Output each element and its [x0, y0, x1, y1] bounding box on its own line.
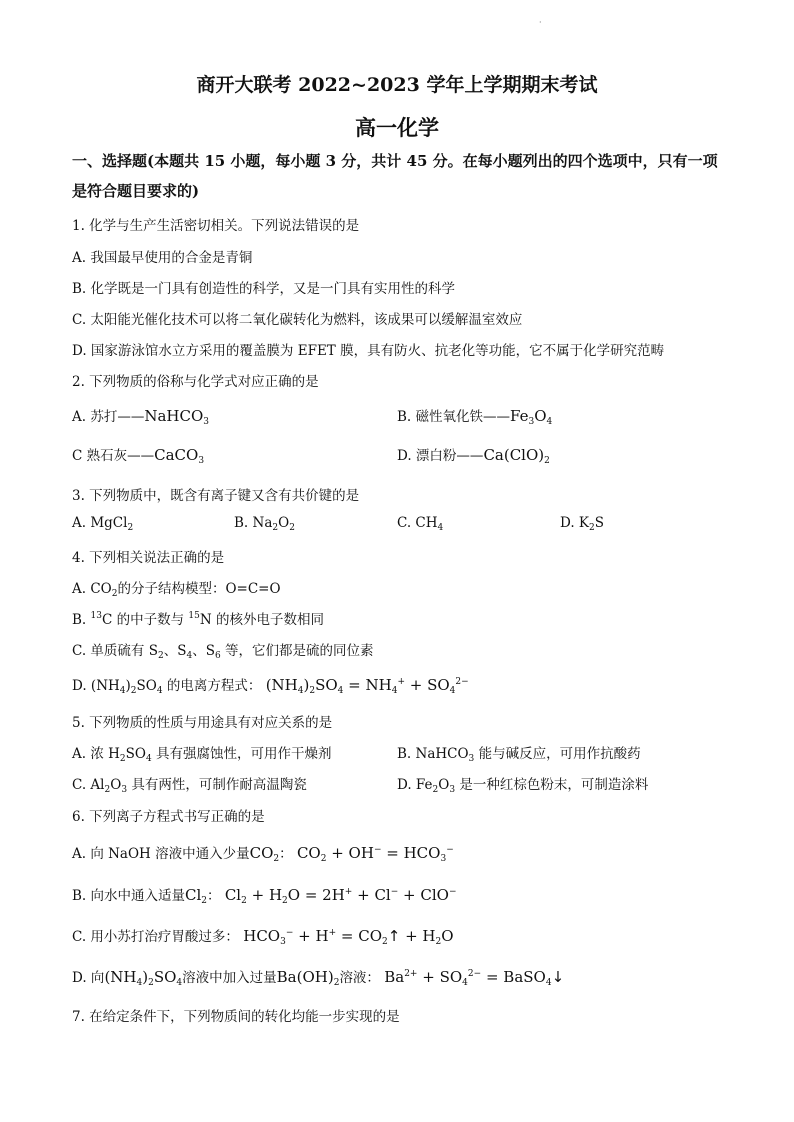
q4-stem: 4. 下列相关说法正确的是: [72, 550, 225, 566]
q6-stem: 6. 下列离子方程式书写正确的是: [72, 809, 265, 825]
q3-option-b: B. $Na_2O_2$: [234, 515, 295, 533]
q1-option-b: B. 化学既是一门具有创造性的科学，又是一门具有实用性的科学: [72, 281, 456, 297]
q3-option-c: C. $CH_4$: [397, 515, 444, 533]
q7-stem: 7. 在给定条件下，下列物质间的转化均能一步实现的是: [72, 1009, 400, 1025]
q5-option-c: C. $Al_2O_3$ 具有两性，可制作耐高温陶瓷: [72, 777, 307, 795]
q2-option-d: D. 漂白粉$——Ca(ClO)_2$: [397, 446, 550, 466]
scan-dot: ·: [539, 18, 542, 27]
q5-option-a: A. 浓 $H_2SO_4$ 具有强腐蚀性，可用作干燥剂: [72, 746, 332, 764]
q6-option-c: C. 用小苏打治疗胃酸过多： $HCO_3^- + H^+$ = $CO_2↑ + H_2O$: [72, 927, 454, 947]
section-heading: 一、选择题(本题共 15 小题，每小题 3 分，共计 45 分。在每小题列出的四个选项中，只有一项是符合题目要求的): [72, 152, 718, 200]
q6-option-d-text2: 溶液中加入过量: [182, 970, 277, 986]
q4-option-a-text: 的分子结构模型：O=C=O: [117, 581, 281, 597]
q2-option-a-label: A. 苏打——: [72, 409, 145, 425]
q3-option-c-label: C. CH: [397, 515, 438, 531]
exam-title: 商开大联考 2022~2023 学年上学期期末考试: [196, 74, 598, 96]
q2-option-a: A. 苏打——NaHCO$_3$: [72, 407, 210, 427]
q1-option-a: A. 我国最早使用的合金是青铜: [72, 250, 253, 266]
q4-option-d-formula: SO: [136, 678, 157, 694]
q6-option-d-text: D. 向: [72, 970, 105, 986]
q1-option-d: D. 国家游泳馆水立方采用的覆盖膜为 EFET 膜，具有防火、抗老化等功能，它不属于化学研究范畴: [72, 343, 665, 359]
q6-option-a: A. 向 NaOH 溶液中通入少量$CO_2$： $CO_2 + OH^- = HCO_3^-$: [72, 844, 454, 864]
q2-option-d-label: D. 漂白粉——: [397, 448, 484, 464]
q3-option-a: A. MgCl$_2$: [72, 515, 134, 533]
q5-option-c-text: 具有两性，可制作耐高温陶瓷: [131, 777, 307, 793]
q4-option-b-text: C 的中子数与: [101, 612, 185, 628]
q2-option-b-label: B. 磁性氧化铁——: [397, 409, 511, 425]
q4-option-c: C. 单质硫有 $S_2$、$S_4$、$S_6$ 等，它们都是硫的同位素: [72, 643, 374, 661]
q4-option-b-text2: N 的核外电子数相同: [199, 612, 324, 628]
q5-option-d: D. $Fe_2O_3$ 是一种红棕色粉末，可制造涂料: [397, 777, 649, 795]
q5-option-b-text: 能与碱反应，可用作抗酸药: [478, 746, 641, 762]
q4-option-b: B. $^{13}$C 的中子数与 $^{15}$N 的核外电子数相同: [72, 611, 324, 628]
q6-option-d: D. 向$(NH_4)_2SO_4$溶液中加入过量$Ba(OH)_2$溶液： $Ba^{2+} + SO_4^{2-}$ = BaSO$_4$↓: [72, 968, 565, 988]
q5-option-a-text: 具有强腐蚀性，可用作干燥剂: [156, 746, 332, 762]
q5-option-d-text: 是一种红棕色粉末，可制造涂料: [459, 777, 649, 793]
q4-option-c-tail: 等，它们都是硫的同位素: [224, 643, 374, 659]
q4-option-c-text: C. 单质硫有 S: [72, 643, 158, 659]
q4-option-d-text: 的电离方程式：: [166, 678, 262, 694]
q6-option-b: B. 向水中通入适量$Cl_2$： $Cl_2 + H_2O = 2H^+ + Cl^- + ClO^-$: [72, 886, 457, 906]
q2-option-c-label: C 熟石灰——: [72, 448, 155, 464]
q1-stem: 1. 化学与生产生活密切相关。下列说法错误的是: [72, 218, 360, 234]
exam-subject: 高一化学: [355, 115, 439, 140]
q5-option-b: B. NaHCO$_3$ 能与碱反应，可用作抗酸药: [397, 746, 641, 764]
q2-option-b: B. 磁性氧化铁$——Fe_3O_4$: [397, 407, 553, 427]
q3-option-d-label: D. K: [560, 515, 590, 531]
q2-stem: 2. 下列物质的俗称与化学式对应正确的是: [72, 374, 319, 390]
q2-option-c: C 熟石灰——CaCO$_3$: [72, 446, 205, 466]
q4-option-a: A. $CO_2$的分子结构模型：O=C=O: [72, 581, 281, 599]
q5-stem: 5. 下列物质的性质与用途具有对应关系的是: [72, 715, 333, 731]
q3-option-a-label: A. MgCl: [72, 515, 128, 531]
q3-option-d: D. $K_2S$: [560, 515, 604, 533]
q6-option-a-text: A. 向 NaOH 溶液中通入少量: [72, 846, 250, 862]
q6-option-c-text: C. 用小苏打治疗胃酸过多：: [72, 929, 239, 945]
q3-option-b-label: B. Na: [234, 515, 273, 531]
q1-option-c: C. 太阳能光催化技术可以将二氧化碳转化为燃料，该成果可以缓解温室效应: [72, 312, 523, 328]
q6-option-d-text3: 溶液：: [339, 970, 380, 986]
q6-option-b-text: B. 向水中通入适量: [72, 888, 186, 904]
q4-option-d: D. $(NH_4)_2SO_4$ 的电离方程式： $(NH_4)_2SO_4 = NH_4^+ + SO_4^{2-}$: [72, 676, 469, 696]
q3-stem: 3. 下列物质中，既含有离子键又含有共价键的是: [72, 488, 360, 504]
